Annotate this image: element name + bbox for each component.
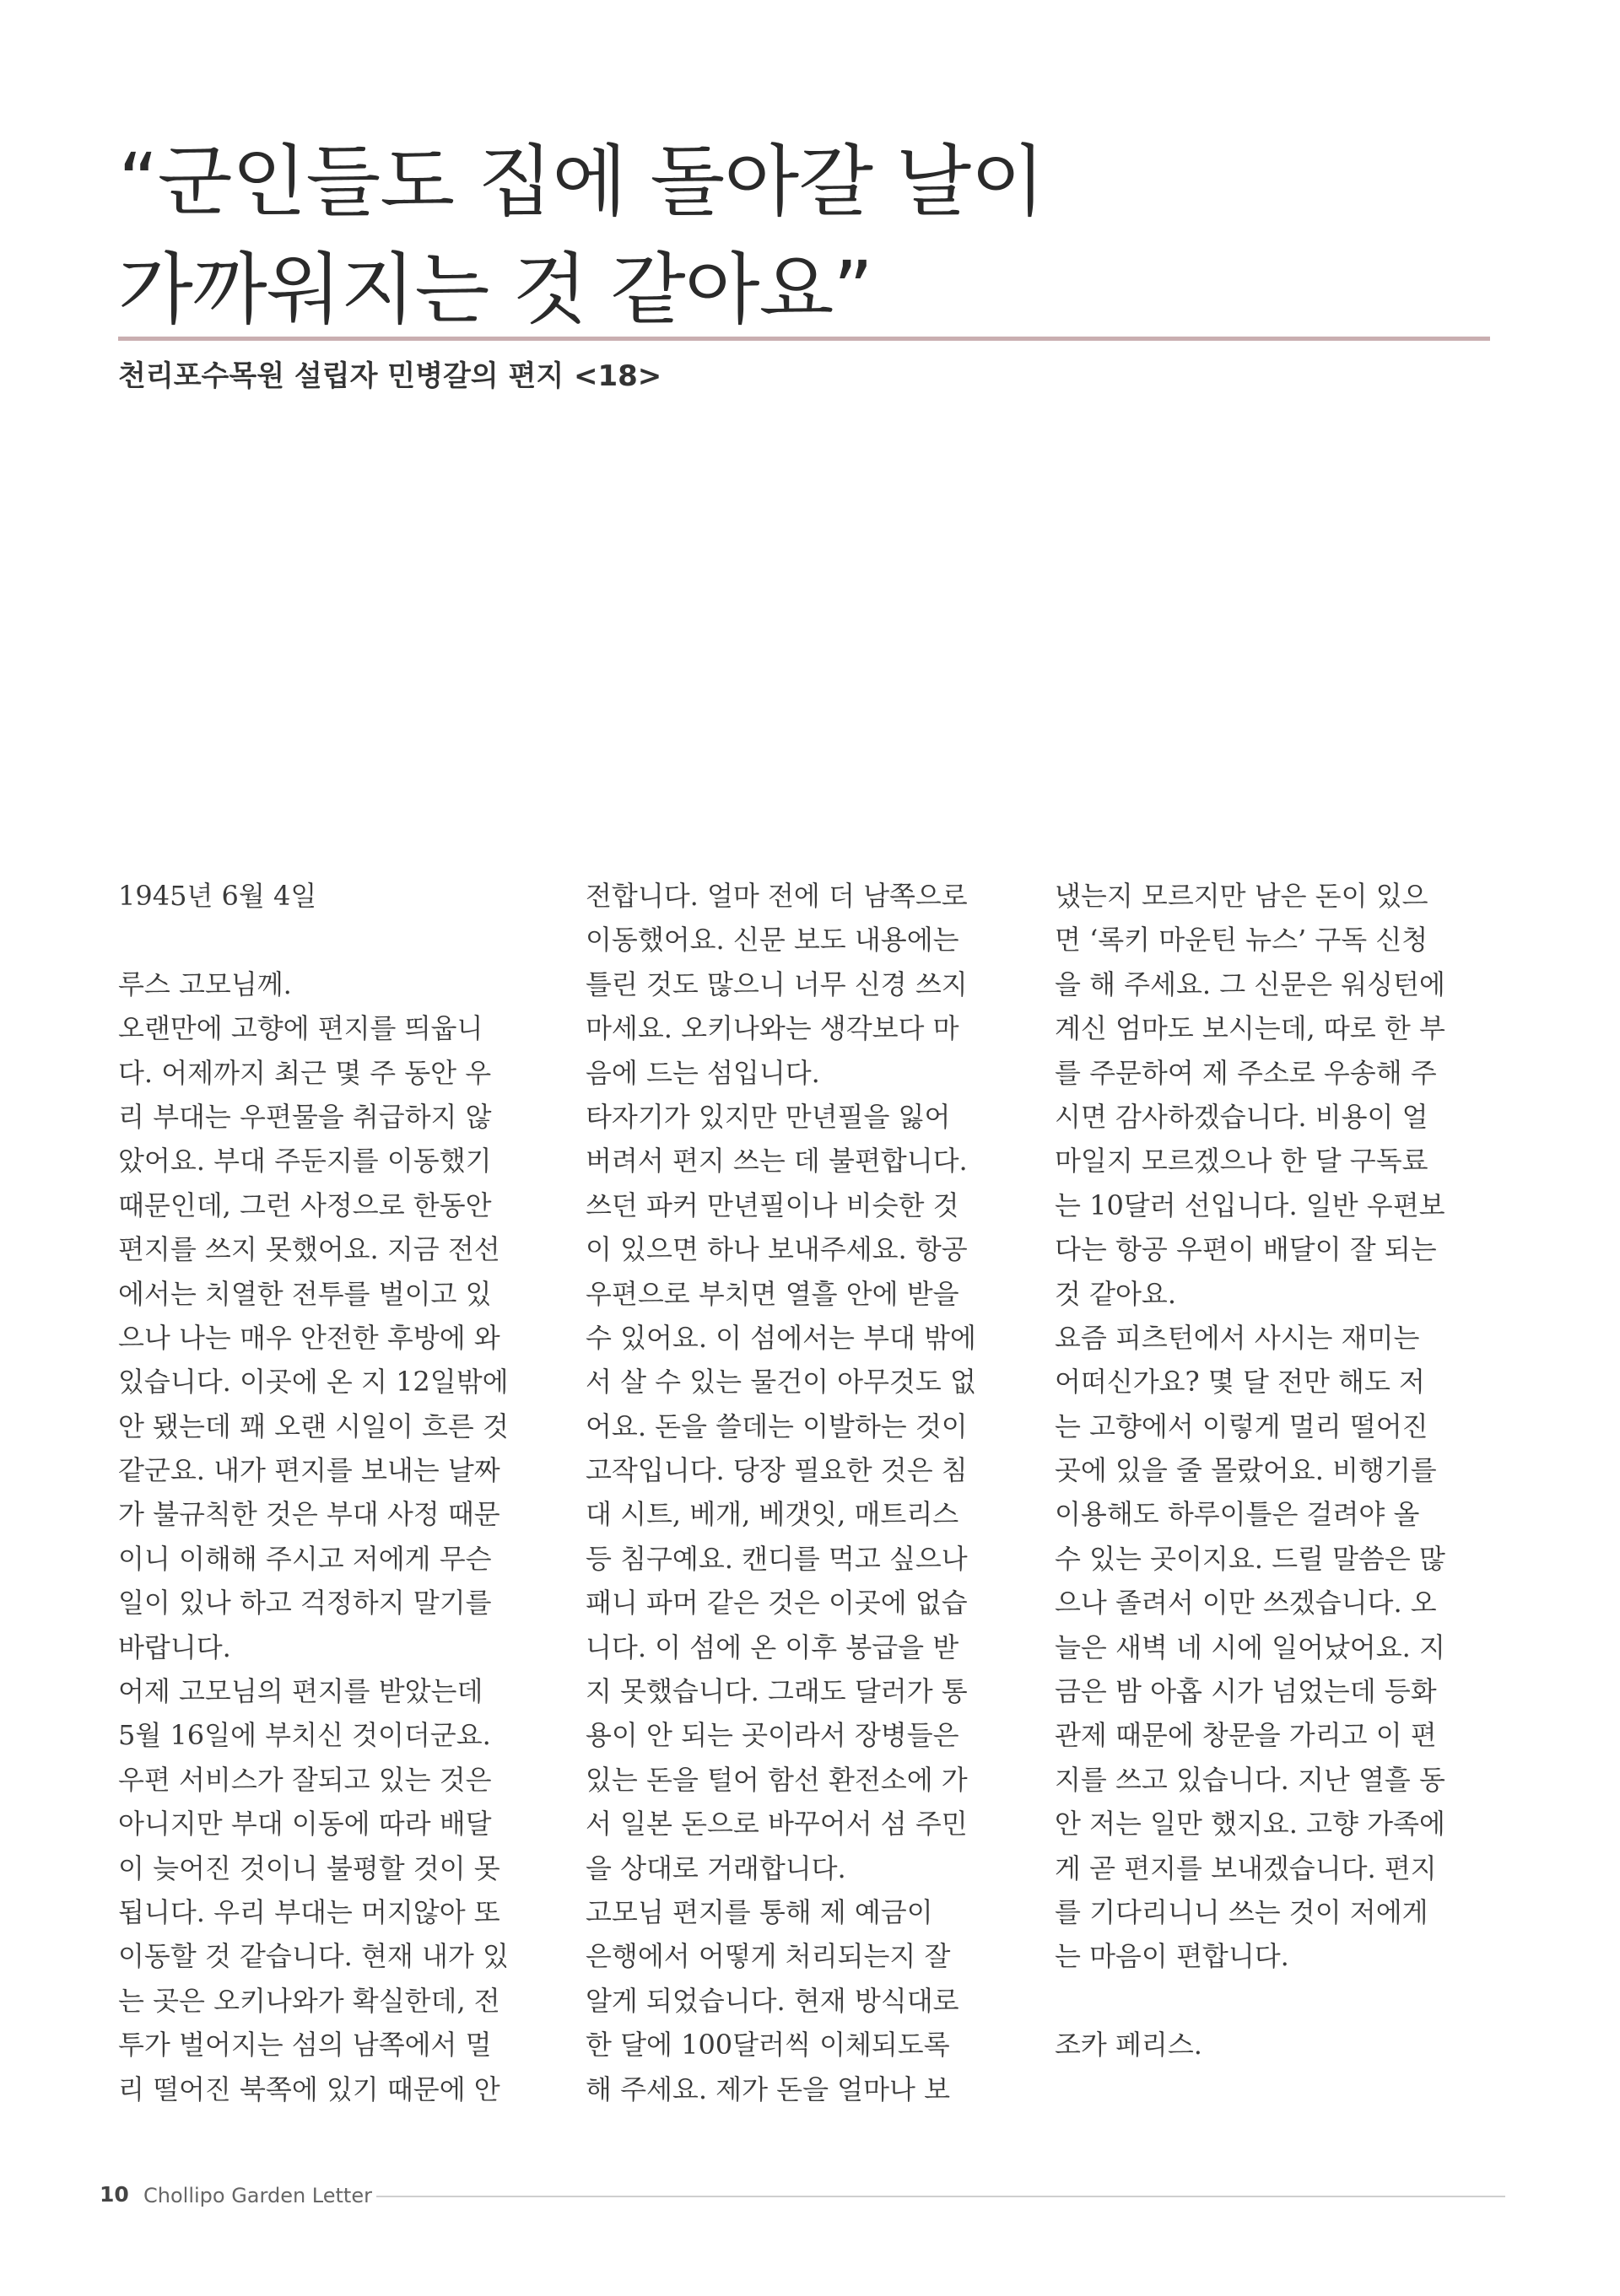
body-text-line: 패니 파머 같은 것은 이곳에 없습 [586, 1587, 968, 1620]
body-text-line: 마세요. 오키나와는 생각보다 마 [586, 1012, 959, 1045]
body-text-line: 투가 벌어지는 섬의 남쪽에서 멀 [118, 2029, 492, 2062]
footer-divider [376, 2196, 1505, 2197]
page-number: 10 [100, 2182, 129, 2207]
body-column-3 [1055, 874, 1500, 2111]
body-text-line: 안 저는 일만 했지요. 고향 가족에 [1055, 1808, 1445, 1841]
body-text-line: 대 시트, 베개, 베갯잇, 매트리스 [586, 1498, 959, 1531]
body-text-line: 냈는지 모르지만 남은 돈이 있으 [1055, 880, 1428, 912]
body-text-line: 다는 항공 우편이 배달이 잘 되는 [1055, 1233, 1437, 1266]
body-text-line: 를 기다리니니 쓰는 것이 저에게 [1055, 1895, 1428, 1928]
body-text-line: 어제 고모님의 편지를 받았는데 [118, 1675, 483, 1708]
body-text-line: 금은 밤 아홉 시가 넘었는데 등화 [1055, 1675, 1437, 1708]
body-text-line: 곳에 있을 줄 몰랐어요. 비행기를 [1055, 1454, 1437, 1487]
article-title-line-2: 가까워지는 것 같아요” [118, 245, 872, 335]
body-text-line: 이니 이해해 주시고 저에게 무슨 [118, 1542, 492, 1575]
body-text-line: 됩니다. 우리 부대는 머지않아 또 [118, 1895, 500, 1928]
body-text-line: 우편으로 부치면 열흘 안에 받을 [586, 1277, 959, 1310]
body-text-line: 것 같아요. [1055, 1277, 1176, 1310]
body-text-line: 안 됐는데 꽤 오랜 시일이 흐른 것 [118, 1409, 509, 1442]
body-text-line: 시면 감사하겠습니다. 비용이 얼 [1055, 1100, 1428, 1133]
body-text-line: 리 떨어진 북쪽에 있기 때문에 안 [118, 2072, 500, 2105]
body-text-line: 버려서 편지 쓰는 데 불편합니다. [586, 1145, 968, 1178]
body-text-line: 타자기가 있지만 만년필을 잃어 [586, 1100, 951, 1133]
body-text-line: 서 살 수 있는 물건이 아무것도 없 [586, 1366, 976, 1399]
article-title [118, 128, 1502, 344]
body-text-line: 는 마음이 편합니다. [1055, 1940, 1289, 1973]
body-text-line: 조카 페리스. [1055, 2029, 1202, 2062]
body-text-line: 5월 16일에 부치신 것이더군요. [118, 1719, 491, 1752]
body-text-line: 아니지만 부대 이동에 따라 배달 [118, 1808, 492, 1841]
body-text-line: 어떠신가요? 몇 달 전만 해도 저 [1055, 1366, 1425, 1399]
body-text-line: 수 있는 곳이지요. 드릴 말씀은 많 [1055, 1542, 1445, 1575]
body-text-line: 일이 있나 하고 걱정하지 말기를 [118, 1587, 492, 1620]
body-text-line: 때문인데, 그런 사정으로 한동안 [118, 1188, 492, 1221]
body-text-line: 틀린 것도 많으니 너무 신경 쓰지 [586, 967, 968, 1000]
body-text-line: 을 해 주세요. 그 신문은 워싱턴에 [1055, 967, 1445, 1000]
body-text-line: 늘은 새벽 네 시에 일어났어요. 지 [1055, 1630, 1445, 1663]
body-text-line: 요즘 피츠턴에서 사시는 재미는 [1055, 1321, 1420, 1354]
body-text-line: 에서는 치열한 전투를 벌이고 있 [118, 1277, 492, 1310]
body-text-line: 있는 돈을 털어 함선 환전소에 가 [586, 1763, 968, 1796]
body-text-line: 지 못했습니다. 그래도 달러가 통 [586, 1675, 968, 1708]
body-column-2 [586, 874, 1031, 2111]
body-text-line: 을 상대로 거래합니다. [586, 1851, 846, 1884]
body-text-line: 편지를 쓰지 못했어요. 지금 전선 [118, 1233, 500, 1266]
body-text-line: 가 불규칙한 것은 부대 사정 때문 [118, 1498, 500, 1531]
body-text-line: 고작입니다. 당장 필요한 것은 침 [586, 1454, 968, 1487]
body-text-line: 마일지 모르겠으나 한 달 구독료 [1055, 1145, 1428, 1178]
publication-name: Chollipo Garden Letter [143, 2184, 372, 2207]
body-text-line: 은행에서 어떻게 처리되는지 잘 [586, 1940, 951, 1973]
body-text-line: 지를 쓰고 있습니다. 지난 열흘 동 [1055, 1763, 1445, 1796]
body-column-1 [118, 874, 564, 2111]
body-text-line: 고모님 편지를 통해 제 예금이 [586, 1895, 933, 1928]
body-text-line: 루스 고모님께. [118, 967, 292, 1000]
body-text-line: 있습니다. 이곳에 온 지 12일밖에 [118, 1366, 509, 1399]
body-text-line: 계신 엄마도 보시는데, 따로 한 부 [1055, 1012, 1445, 1045]
body-text-line: 다. 어제까지 최근 몇 주 동안 우 [118, 1056, 492, 1089]
body-text-line [118, 918, 564, 962]
body-text-line [1055, 2067, 1500, 2111]
body-text-line: 어요. 돈을 쓸데는 이발하는 것이 [586, 1409, 968, 1442]
body-text-line: 는 10달러 선입니다. 일반 우편보 [1055, 1188, 1445, 1221]
body-text-line: 1945년 6월 4일 [118, 880, 317, 912]
body-text-line: 니다. 이 섬에 온 이후 봉급을 받 [586, 1630, 959, 1663]
body-text-line: 이 있으면 하나 보내주세요. 항공 [586, 1233, 968, 1266]
article-subtitle: 천리포수목원 설립자 민병갈의 편지 <18> [118, 359, 662, 393]
body-text-line: 용이 안 되는 곳이라서 장병들은 [586, 1719, 959, 1752]
body-text-line: 게 곧 편지를 보내겠습니다. 편지 [1055, 1851, 1437, 1884]
body-text-line: 음에 드는 섬입니다. [586, 1056, 820, 1089]
body-text-line: 서 일본 돈으로 바꾸어서 섬 주민 [586, 1808, 968, 1841]
body-text-line: 알게 되었습니다. 현재 방식대로 [586, 1984, 959, 2017]
article-title-line-1: “군인들도 집에 돌아갈 날이 [118, 137, 1045, 227]
body-text-line: 오랜만에 고향에 편지를 띄웁니 [118, 1012, 483, 1045]
body-text-line: 를 주문하여 제 주소로 우송해 주 [1055, 1056, 1437, 1089]
body-text-line: 바랍니다. [118, 1630, 231, 1663]
body-text-line: 전합니다. 얼마 전에 더 남쪽으로 [586, 880, 968, 912]
body-text-line: 우편 서비스가 잘되고 있는 것은 [118, 1763, 492, 1796]
body-text-line: 으나 나는 매우 안전한 후방에 와 [118, 1321, 500, 1354]
body-text-line: 는 고향에서 이렇게 멀리 떨어진 [1055, 1409, 1428, 1442]
body-text-line: 으나 졸려서 이만 쓰겠습니다. 오 [1055, 1587, 1437, 1620]
body-text-line: 면 ‘록키 마운틴 뉴스’ 구독 신청 [1055, 924, 1428, 957]
body-text-line: 이용해도 하루이틀은 걸려야 올 [1055, 1498, 1420, 1531]
body-text-line: 쓰던 파커 만년필이나 비슷한 것 [586, 1188, 959, 1221]
body-text-line: 았어요. 부대 주둔지를 이동했기 [118, 1145, 492, 1178]
body-text-line: 관제 때문에 창문을 가리고 이 편 [1055, 1719, 1437, 1752]
body-text-line: 이동했어요. 신문 보도 내용에는 [586, 924, 959, 957]
body-text-line: 한 달에 100달러씩 이체되도록 [586, 2029, 950, 2062]
body-text-line: 이 늦어진 것이니 불평할 것이 못 [118, 1851, 500, 1884]
body-text-line [1055, 1979, 1500, 2023]
body-text-line: 수 있어요. 이 섬에서는 부대 밖에 [586, 1321, 976, 1354]
body-text-line: 등 침구예요. 캔디를 먹고 싶으나 [586, 1542, 968, 1575]
body-text-line: 해 주세요. 제가 돈을 얼마나 보 [586, 2072, 950, 2105]
body-text-line: 리 부대는 우편물을 취급하지 않 [118, 1100, 492, 1133]
title-divider [118, 337, 1490, 341]
body-text-line: 같군요. 내가 편지를 보내는 날짜 [118, 1454, 500, 1487]
body-text-line: 이동할 것 같습니다. 현재 내가 있 [118, 1940, 509, 1973]
body-text-line: 는 곳은 오키나와가 확실한데, 전 [118, 1984, 500, 2017]
